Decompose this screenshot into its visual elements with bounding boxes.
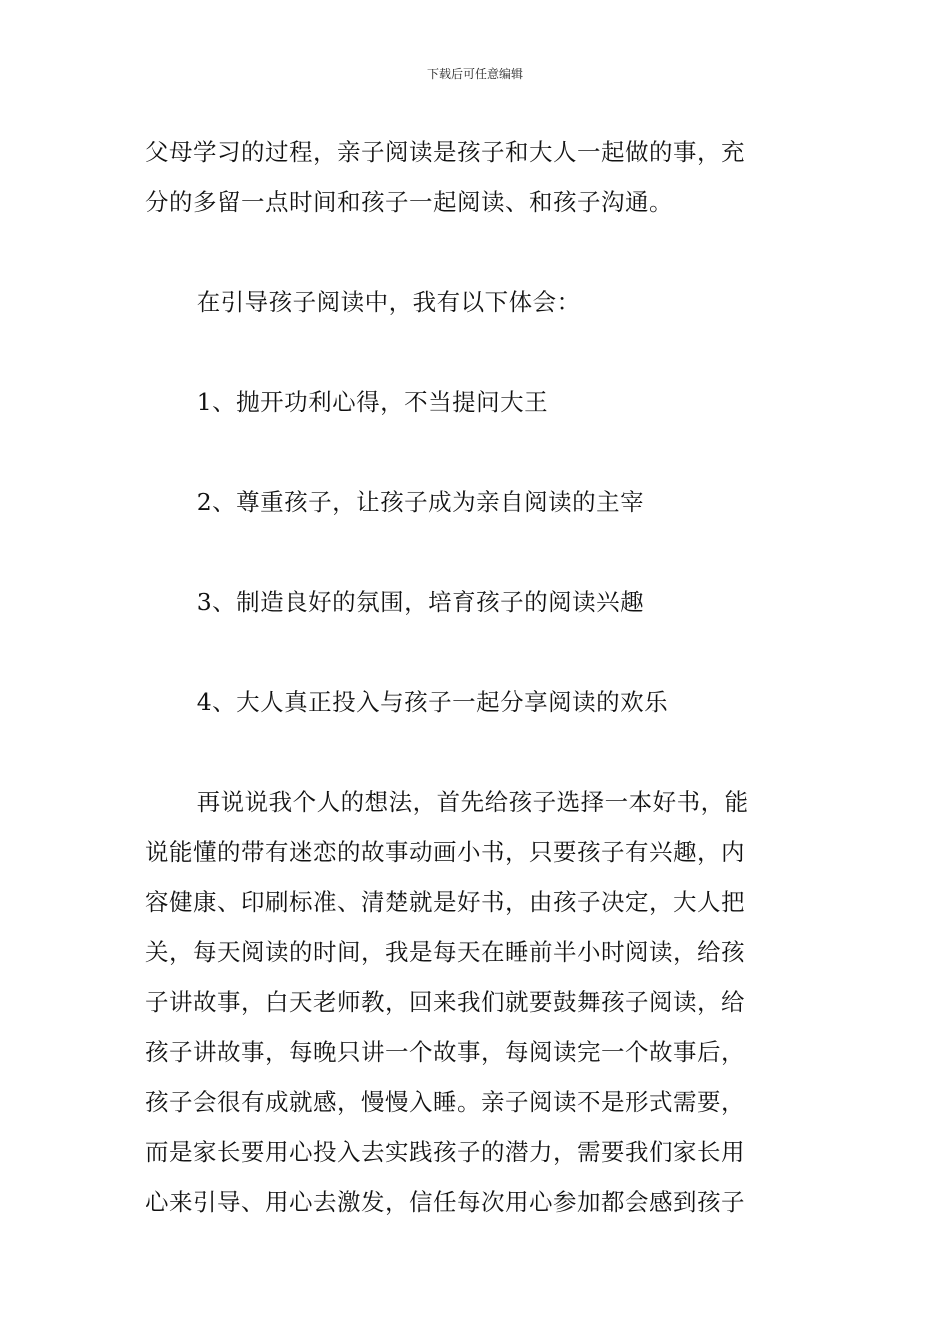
list-item — [145, 377, 810, 427]
text-line: 父母学习的过程，亲子阅读是孩子和大人一起做的事，充 — [145, 138, 745, 166]
text-line: 在引导孩子阅读中，我有以下体会： — [196, 288, 581, 316]
text-line: 2、尊重孩子，让孩子成为亲自阅读的主宰 — [196, 488, 645, 516]
text-line: 而是家长要用心投入去实践孩子的潜力，需要我们家长用 — [145, 1138, 745, 1166]
paragraph-gap — [145, 527, 810, 577]
text-line: 4、大人真正投入与孩子一起分享阅读的欢乐 — [196, 688, 669, 716]
list-item — [145, 477, 810, 527]
text-line: 分的多留一点时间和孩子一起阅读、和孩子沟通。 — [145, 188, 673, 216]
text-line: 容健康、印刷标准、清楚就是好书，由孩子决定，大人把 — [145, 888, 745, 916]
list-item — [145, 577, 810, 627]
text-line: 关，每天阅读的时间，我是每天在睡前半小时阅读，给孩 — [145, 938, 745, 966]
text-line: 说能懂的带有迷恋的故事动画小书，只要孩子有兴趣，内 — [145, 838, 745, 866]
text-line: 孩子会很有成就感，慢慢入睡。亲子阅读不是形式需要， — [145, 1088, 745, 1116]
document-body — [145, 127, 810, 1227]
paragraph-gap — [145, 227, 810, 277]
text-line: 孩子讲故事，每晚只讲一个故事，每阅读完一个故事后， — [145, 1038, 745, 1066]
text-line: 心来引导、用心去激发，信任每次用心参加都会感到孩子 — [145, 1188, 745, 1216]
list-item — [145, 677, 810, 727]
paragraph-gap — [145, 427, 810, 477]
text-line: 3、制造良好的氛围，培育孩子的阅读兴趣 — [196, 588, 645, 616]
text-line: 1、抛开功利心得，不当提问大王 — [196, 388, 549, 416]
text-line: 子讲故事，白天老师教，回来我们就要鼓舞孩子阅读，给 — [145, 988, 745, 1016]
paragraph-continuation — [145, 127, 810, 227]
paragraph-gap — [145, 627, 810, 677]
paragraph-gap — [145, 327, 810, 377]
intro-paragraph — [145, 277, 810, 327]
text-line: 再说说我个人的想法，首先给孩子选择一本好书，能 — [196, 788, 749, 816]
page-header: 下载后可任意编辑 — [426, 67, 523, 81]
body-paragraph — [145, 777, 810, 1227]
paragraph-gap — [145, 727, 810, 777]
